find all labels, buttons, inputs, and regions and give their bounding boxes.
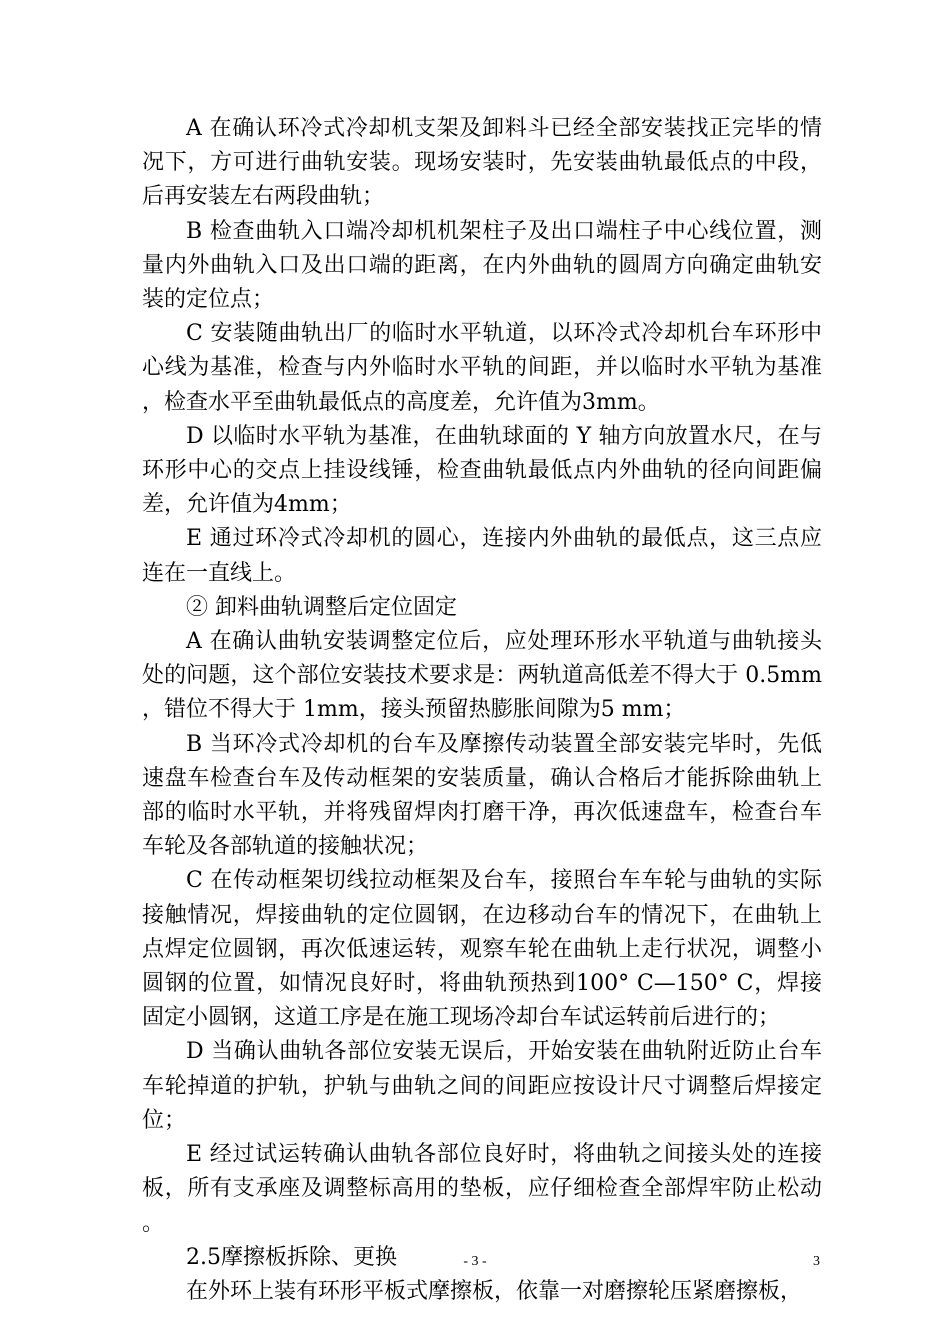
footer-page-label: - 3 - (463, 1254, 487, 1269)
paragraph: D 以临时水平轨为基准，在曲轨球面的 Y 轴方向放置水尺，在与环形中心的交点上挂设线锤，检查曲轨最低点内外曲轨的径向间距偏差，允许值为4mm； (142, 423, 822, 518)
paragraph: C 安装随曲轨出厂的临时水平轨道，以环冷式冷却机台车环形中心线为基准，检查与内外临时水平轨的间距，并以临时水平轨为基准，检查水平至曲轨最低点的高度差，允许值为3mm。 (142, 321, 822, 415)
body-text (142, 112, 822, 1309)
paragraph: E 通过环冷式冷却机的圆心，连接内外曲轨的最低点，这三点应连在一直线上。 (142, 526, 822, 586)
paragraph: D 当确认曲轨各部位安装无误后，开始安装在曲轨附近防止台车车轮掉道的护轨，护轨与曲轨之间的间距应按设计尺寸调整后焊接定位； (142, 1039, 822, 1133)
section-heading: ② 卸料曲轨调整后定位固定 (186, 594, 457, 620)
section-heading: 2.5摩擦板拆除、更换 (186, 1244, 397, 1270)
paragraph: A 在确认环冷式冷却机支架及卸料斗已经全部安装找正完毕的情况下，方可进行曲轨安装。现场安装时，先安装曲轨最低点的中段，后再安装左右两段曲轨； (142, 116, 822, 210)
paragraph: C 在传动框架切线拉动框架及台车，接照台车车轮与曲轨的实际接触情况，焊接曲轨的定位圆钢，在边移动台车的情况下，在曲轨上点焊定位圆钢，再次低速运转，观察车轮在曲轨上走行状况，调整小圆钢的位置，如情况良好时，将曲轨预热到100° C—150° C，焊接固定小圆钢，这道工序是在施工现场冷却台车试运转前后进行的； (142, 868, 822, 1031)
paragraph: B 当环冷式冷却机的台车及摩擦传动装置全部安装完毕时，先低速盘车检查台车及传动框架的安装质量，确认合格后才能拆除曲轨上部的临时水平轨，并将残留焊肉打磨干净，再次低速盘车，检查台车车轮及各部轨道的接触状况； (142, 731, 822, 860)
paragraph: A 在确认曲轨安装调整定位后，应处理环形水平轨道与曲轨接头处的问题，这个部位安装技术要求是：两轨道高低差不得大于 0.5mm，错位不得大于 1mm，接头预留热膨胀间隙为5 mm； (142, 629, 822, 723)
footer-page-number: 3 (813, 1254, 820, 1269)
paragraph: E 经过试运转确认曲轨各部位良好时，将曲轨之间接头处的连接板，所有支承座及调整标高用的垫板，应仔细检查全部焊牢防止松动。 (142, 1142, 822, 1236)
paragraph: B 检查曲轨入口端冷却机机架柱子及出口端柱子中心线位置，测量内外曲轨入口及出口端的距离，在内外曲轨的圆周方向确定曲轨安装的定位点； (142, 218, 822, 313)
paragraph: 在外环上装有环形平板式摩擦板，依靠一对磨擦轮压紧磨擦板， (186, 1278, 803, 1304)
